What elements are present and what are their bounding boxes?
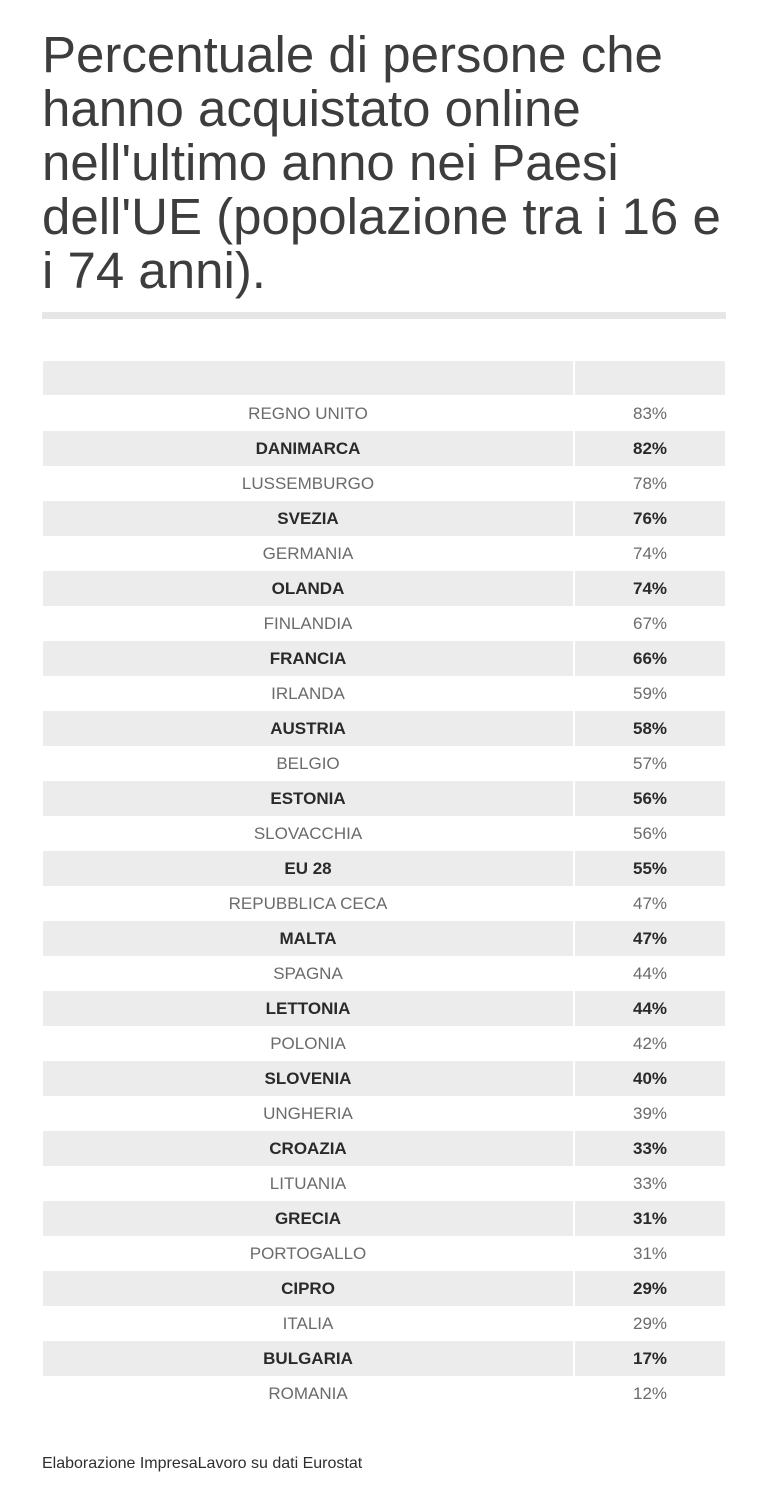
value-cell: 56% [575, 816, 725, 851]
source-note: Elaborazione ImpresaLavoro su dati Eurostat [42, 1455, 363, 1472]
table-row [43, 676, 725, 711]
table-row [43, 1306, 725, 1341]
country-cell: IRLANDA [43, 676, 573, 711]
value-cell: 29% [575, 1306, 725, 1341]
value-cell: 55% [575, 851, 725, 886]
value-cell: 76% [575, 501, 725, 536]
table-row [43, 1166, 725, 1201]
value-cell: 44% [575, 991, 725, 1026]
table-row [43, 1376, 725, 1411]
value-cell: 59% [575, 676, 725, 711]
value-cell: 57% [575, 746, 725, 781]
table-row [43, 1026, 725, 1061]
table-row [43, 396, 725, 431]
header-value-cell [575, 361, 725, 395]
country-cell: LETTONIA [43, 991, 573, 1026]
header-country-cell [43, 361, 573, 395]
country-cell: CROAZIA [43, 1131, 573, 1166]
value-cell: 58% [575, 711, 725, 746]
country-cell: PORTOGALLO [43, 1236, 573, 1271]
country-cell: OLANDA [43, 571, 573, 606]
country-cell: GRECIA [43, 1201, 573, 1236]
country-cell: SVEZIA [43, 501, 573, 536]
country-cell: GERMANIA [43, 536, 573, 571]
table-body [43, 396, 725, 1411]
value-cell: 12% [575, 1376, 725, 1411]
value-cell: 39% [575, 1096, 725, 1131]
table-row [43, 1096, 725, 1131]
country-cell: POLONIA [43, 1026, 573, 1061]
country-cell: ITALIA [43, 1306, 573, 1341]
value-cell: 56% [575, 781, 725, 816]
table-row [43, 886, 725, 921]
value-cell: 17% [575, 1341, 725, 1376]
value-cell: 74% [575, 536, 725, 571]
table-row [43, 1341, 725, 1376]
table-row [43, 1201, 725, 1236]
value-cell: 31% [575, 1201, 725, 1236]
country-cell: FRANCIA [43, 641, 573, 676]
value-cell: 47% [575, 921, 725, 956]
table-row [43, 1061, 725, 1096]
title-divider [42, 312, 726, 319]
table-row [43, 431, 725, 466]
country-cell: REGNO UNITO [43, 396, 573, 431]
country-cell: LITUANIA [43, 1166, 573, 1201]
country-cell: BULGARIA [43, 1341, 573, 1376]
table-row [43, 1131, 725, 1166]
country-cell: EU 28 [43, 851, 573, 886]
value-cell: 31% [575, 1236, 725, 1271]
table-row [43, 501, 725, 536]
value-cell: 40% [575, 1061, 725, 1096]
table-row [43, 711, 725, 746]
value-cell: 67% [575, 606, 725, 641]
table-row [43, 781, 725, 816]
country-cell: REPUBBLICA CECA [43, 886, 573, 921]
value-cell: 47% [575, 886, 725, 921]
country-cell: AUSTRIA [43, 711, 573, 746]
country-cell: SPAGNA [43, 956, 573, 991]
table-row [43, 921, 725, 956]
table-row [43, 571, 725, 606]
table-header-row [43, 361, 725, 395]
country-cell: CIPRO [43, 1271, 573, 1306]
country-cell: UNGHERIA [43, 1096, 573, 1131]
country-cell: SLOVACCHIA [43, 816, 573, 851]
chart-title: Percentuale di persone che hanno acquistato online nell'ultimo anno nei Paesi dell'UE (popolazione tra i 16 e i 74 anni). [42, 26, 721, 299]
table-row [43, 1236, 725, 1271]
value-cell: 42% [575, 1026, 725, 1061]
table-row [43, 956, 725, 991]
country-cell: BELGIO [43, 746, 573, 781]
value-cell: 78% [575, 466, 725, 501]
value-cell: 82% [575, 431, 725, 466]
table-row [43, 851, 725, 886]
table-row [43, 816, 725, 851]
value-cell: 29% [575, 1271, 725, 1306]
value-cell: 66% [575, 641, 725, 676]
country-cell: DANIMARCA [43, 431, 573, 466]
country-cell: ROMANIA [43, 1376, 573, 1411]
country-cell: LUSSEMBURGO [43, 466, 573, 501]
value-cell: 83% [575, 396, 725, 431]
data-table [43, 361, 725, 1411]
country-cell: ESTONIA [43, 781, 573, 816]
table-row [43, 536, 725, 571]
table-row [43, 466, 725, 501]
table-row [43, 606, 725, 641]
table-row [43, 1271, 725, 1306]
country-cell: SLOVENIA [43, 1061, 573, 1096]
table-row [43, 641, 725, 676]
country-cell: FINLANDIA [43, 606, 573, 641]
value-cell: 44% [575, 956, 725, 991]
value-cell: 33% [575, 1131, 725, 1166]
table-row [43, 746, 725, 781]
value-cell: 74% [575, 571, 725, 606]
value-cell: 33% [575, 1166, 725, 1201]
table-row [43, 991, 725, 1026]
country-cell: MALTA [43, 921, 573, 956]
